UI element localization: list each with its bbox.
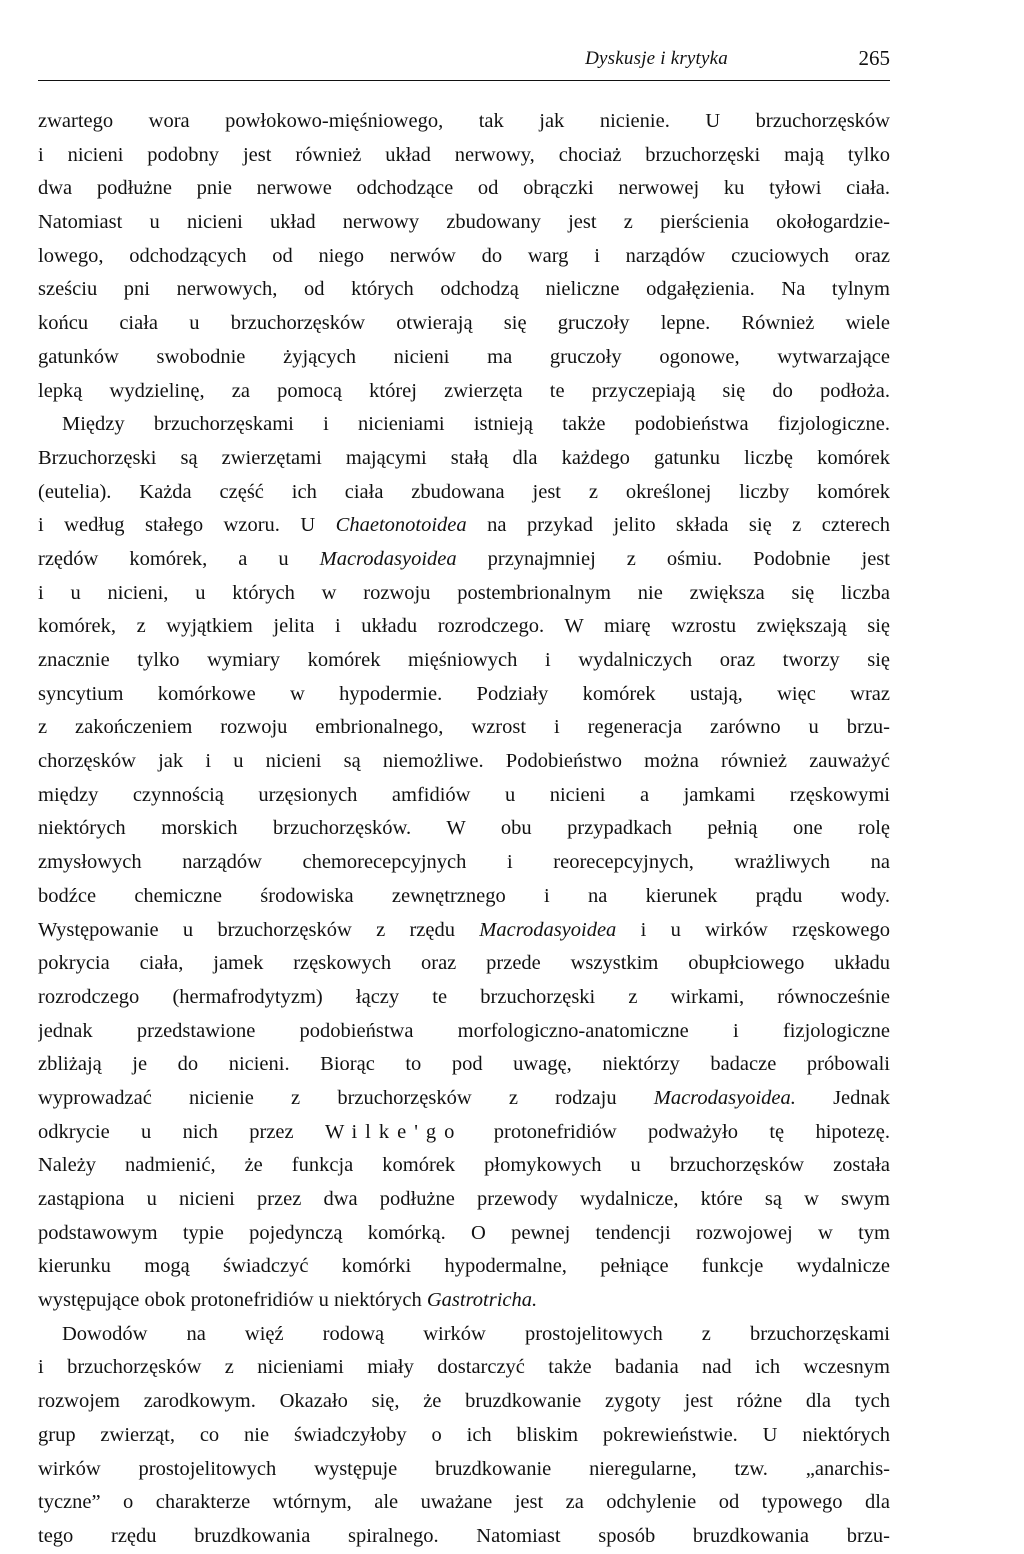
text-line: [38, 812, 890, 846]
text-segment: niektórych morskich brzuchorzęsków. W obu przypadkach pełnią one rolę: [38, 817, 890, 840]
text-segment: na przykad jelito składa się z czterech: [466, 514, 890, 537]
text-segment: tyczne” o charakterze wtórnym, ale uważane jest za odchylenie od typowego dla: [38, 1491, 890, 1514]
text-line: [38, 172, 890, 206]
text-segment: lowego, odchodzących od niego nerwów do warg i narządów czuciowych oraz: [38, 244, 890, 267]
italic-taxon-name: Chaetonotoidea: [335, 514, 467, 537]
text-line: [38, 1419, 890, 1453]
text-line: [38, 1318, 890, 1352]
text-line: [38, 307, 890, 341]
text-segment: Między brzuchorzęskami i nicieniami istnieją także podobieństwa fizjologiczne.: [62, 413, 890, 436]
italic-taxon-name: Macrodasyoidea.: [653, 1086, 796, 1109]
text-line: [38, 610, 890, 644]
text-line: [38, 577, 890, 611]
italic-taxon-name: Gastrotricha.: [426, 1289, 538, 1312]
text-line: [38, 341, 890, 375]
text-line: [38, 644, 890, 678]
text-segment: i u wirków rzęskowego: [616, 918, 890, 941]
text-segment: bodźce chemiczne środowiska zewnętrznego i na kierunek prądu wody.: [38, 884, 890, 907]
text-line: [38, 1453, 890, 1487]
text-segment: zwartego wora powłokowo-mięśniowego, tak jak nicienie. U brzuchorzęsków: [38, 110, 890, 132]
text-segment: rozrodczego (hermafrodytyzm) łączy te brzuchorzęski z wirkami, równocześnie: [38, 985, 890, 1008]
text-line: [38, 779, 890, 813]
text-line: [38, 476, 890, 510]
text-line: [38, 1520, 890, 1554]
text-line: [38, 914, 890, 948]
text-line: [38, 273, 890, 307]
text-segment: zbliżają je do nicieni. Biorąc to pod uwagę, niektórzy badacze próbowali: [38, 1053, 890, 1076]
text-line: [38, 1048, 890, 1082]
text-segment: i według stałego wzoru. U: [38, 514, 336, 537]
text-segment: wirków prostojelitowych występuje bruzdkowanie nieregularne, tzw. „anarchis-: [38, 1457, 890, 1480]
text-segment: protonefridiów podważyło tę hipotezę.: [462, 1120, 890, 1143]
text-segment: zmysłowych narządów chemorecepcyjnych i reorecepcyjnych, wrażliwych na: [38, 851, 890, 874]
text-line: [38, 1015, 890, 1049]
text-line: [38, 1149, 890, 1183]
text-line: [38, 711, 890, 745]
page-number: 265: [858, 46, 890, 70]
text-segment: Należy nadmienić, że funkcja komórek płomykowych u brzuchorzęsków została: [38, 1154, 890, 1177]
text-line: [38, 947, 890, 981]
text-line: [38, 1250, 890, 1284]
text-segment: chorzęsków jak i u nicieni są niemożliwe. Podobieństwo można również zauważyć: [38, 750, 890, 773]
text-segment: przynajmniej z ośmiu. Podobnie jest: [456, 547, 890, 570]
text-line: [38, 1351, 890, 1385]
text-segment: Występowanie u brzuchorzęsków z rzędu: [38, 918, 480, 941]
text-line: [38, 442, 890, 476]
text-segment: podstawowym typie pojedynczą komórką. O pewnej tendencji rozwojowej w tym: [38, 1221, 890, 1244]
text-line: [38, 408, 890, 442]
text-segment: jednak przedstawione podobieństwa morfologiczno-anatomiczne i fizjologiczne: [38, 1019, 890, 1042]
text-line: [38, 139, 890, 173]
text-line: [38, 1116, 890, 1150]
text-segment: zastąpiona u nicieni przez dwa podłużne przewody wydalnicze, które są w swym: [38, 1188, 890, 1210]
text-line: [38, 375, 890, 409]
text-segment: pokrycia ciała, jamek rzęskowych oraz przede wszystkim obupłciowego układu: [38, 952, 890, 975]
text-segment: dwa podłużne pnie nerwowe odchodzące od obrączki nerwowej ku tyłowi ciała.: [38, 177, 890, 200]
text-line: [38, 240, 890, 274]
text-line: [38, 981, 890, 1015]
text-line: [38, 105, 890, 139]
text-segment: komórek, z wyjątkiem jelita i układu rozrodczego. W miarę wzrostu zwiększają się: [38, 615, 890, 638]
text-segment: syncytium komórkowe w hypodermie. Podziały komórek ustają, więc wraz: [38, 682, 890, 705]
body-text: [38, 105, 890, 1554]
spaced-author-name: Wilke'go: [324, 1120, 463, 1143]
text-segment: końcu ciała u brzuchorzęsków otwierają się gruczoły lepne. Również wiele: [38, 312, 890, 335]
italic-taxon-name: Macrodasyoidea: [479, 918, 617, 941]
text-segment: gatunków swobodnie żyjących nicieni ma gruczoły ogonowe, wytwarzające: [38, 345, 890, 368]
text-segment: występujące obok protonefridiów u niektórych: [38, 1289, 427, 1312]
text-segment: i nicieni podobny jest również układ nerwowy, chociaż brzuchorzęski mają tylko: [38, 143, 890, 166]
text-line: [38, 1284, 890, 1318]
text-segment: między czynnością urzęsionych amfidiów u nicieni a jamkami rzęskowymi: [38, 783, 890, 806]
text-line: [38, 509, 890, 543]
text-segment: Dowodów na więź rodową wirków prostojelitowych z brzuchorzęskami: [62, 1322, 890, 1345]
text-segment: lepką wydzielinę, za pomocą której zwierzęta te przyczepiają się do podłoża.: [38, 379, 890, 402]
text-segment: (eutelia). Każda część ich ciała zbudowana jest z określonej liczby komórek: [38, 480, 890, 503]
text-segment: kierunku mogą świadczyć komórki hypodermalne, pełniące funkcje wydalnicze: [38, 1255, 890, 1278]
text-line: [38, 1183, 890, 1217]
text-segment: Natomiast u nicieni układ nerwowy zbudowany jest z pierścienia okołogardzie-: [38, 211, 890, 234]
text-segment: grup zwierząt, co nie świadczyłoby o ich bliskim pokrewieństwie. U niektórych: [38, 1423, 890, 1446]
italic-taxon-name: Macrodasyoidea: [319, 547, 457, 570]
text-segment: odkrycie u nich przez: [38, 1120, 325, 1143]
text-line: [38, 1217, 890, 1251]
text-line: [38, 206, 890, 240]
text-line: [38, 1082, 890, 1116]
text-segment: sześciu pni nerwowych, od których odchodzą nieliczne odgałęzienia. Na tylnym: [38, 278, 890, 301]
text-segment: i u nicieni, u których w rozwoju postembrionalnym nie zwiększa się liczba: [38, 581, 890, 604]
text-segment: Jednak: [795, 1086, 890, 1109]
text-segment: Brzuchorzęski są zwierzętami mającymi stałą dla każdego gatunku liczbę komórek: [38, 446, 890, 469]
text-line: [38, 846, 890, 880]
text-segment: tego rzędu bruzdkowania spiralnego. Natomiast sposób bruzdkowania brzu-: [38, 1524, 890, 1547]
text-line: [38, 1486, 890, 1520]
text-line: [38, 880, 890, 914]
text-segment: rzędów komórek, a u: [38, 547, 320, 570]
text-line: [38, 678, 890, 712]
text-line: [38, 543, 890, 577]
text-segment: i brzuchorzęsków z nicieniami miały dostarczyć także badania nad ich wczesnym: [38, 1356, 890, 1379]
running-header: [38, 44, 890, 81]
text-line: [38, 1385, 890, 1419]
text-segment: znacznie tylko wymiary komórek mięśniowych i wydalniczych oraz tworzy się: [38, 649, 890, 671]
text-segment: z zakończeniem rozwoju embrionalnego, wzrost i regeneracja zarówno u brzu-: [38, 716, 890, 739]
running-title: Dyskusje i krytyka: [585, 48, 728, 69]
text-segment: wyprowadzać nicienie z brzuchorzęsków z rodzaju: [38, 1086, 654, 1109]
text-segment: rozwojem zarodkowym. Okazało się, że bruzdkowanie zygoty jest różne dla tych: [38, 1390, 890, 1413]
text-line: [38, 745, 890, 779]
